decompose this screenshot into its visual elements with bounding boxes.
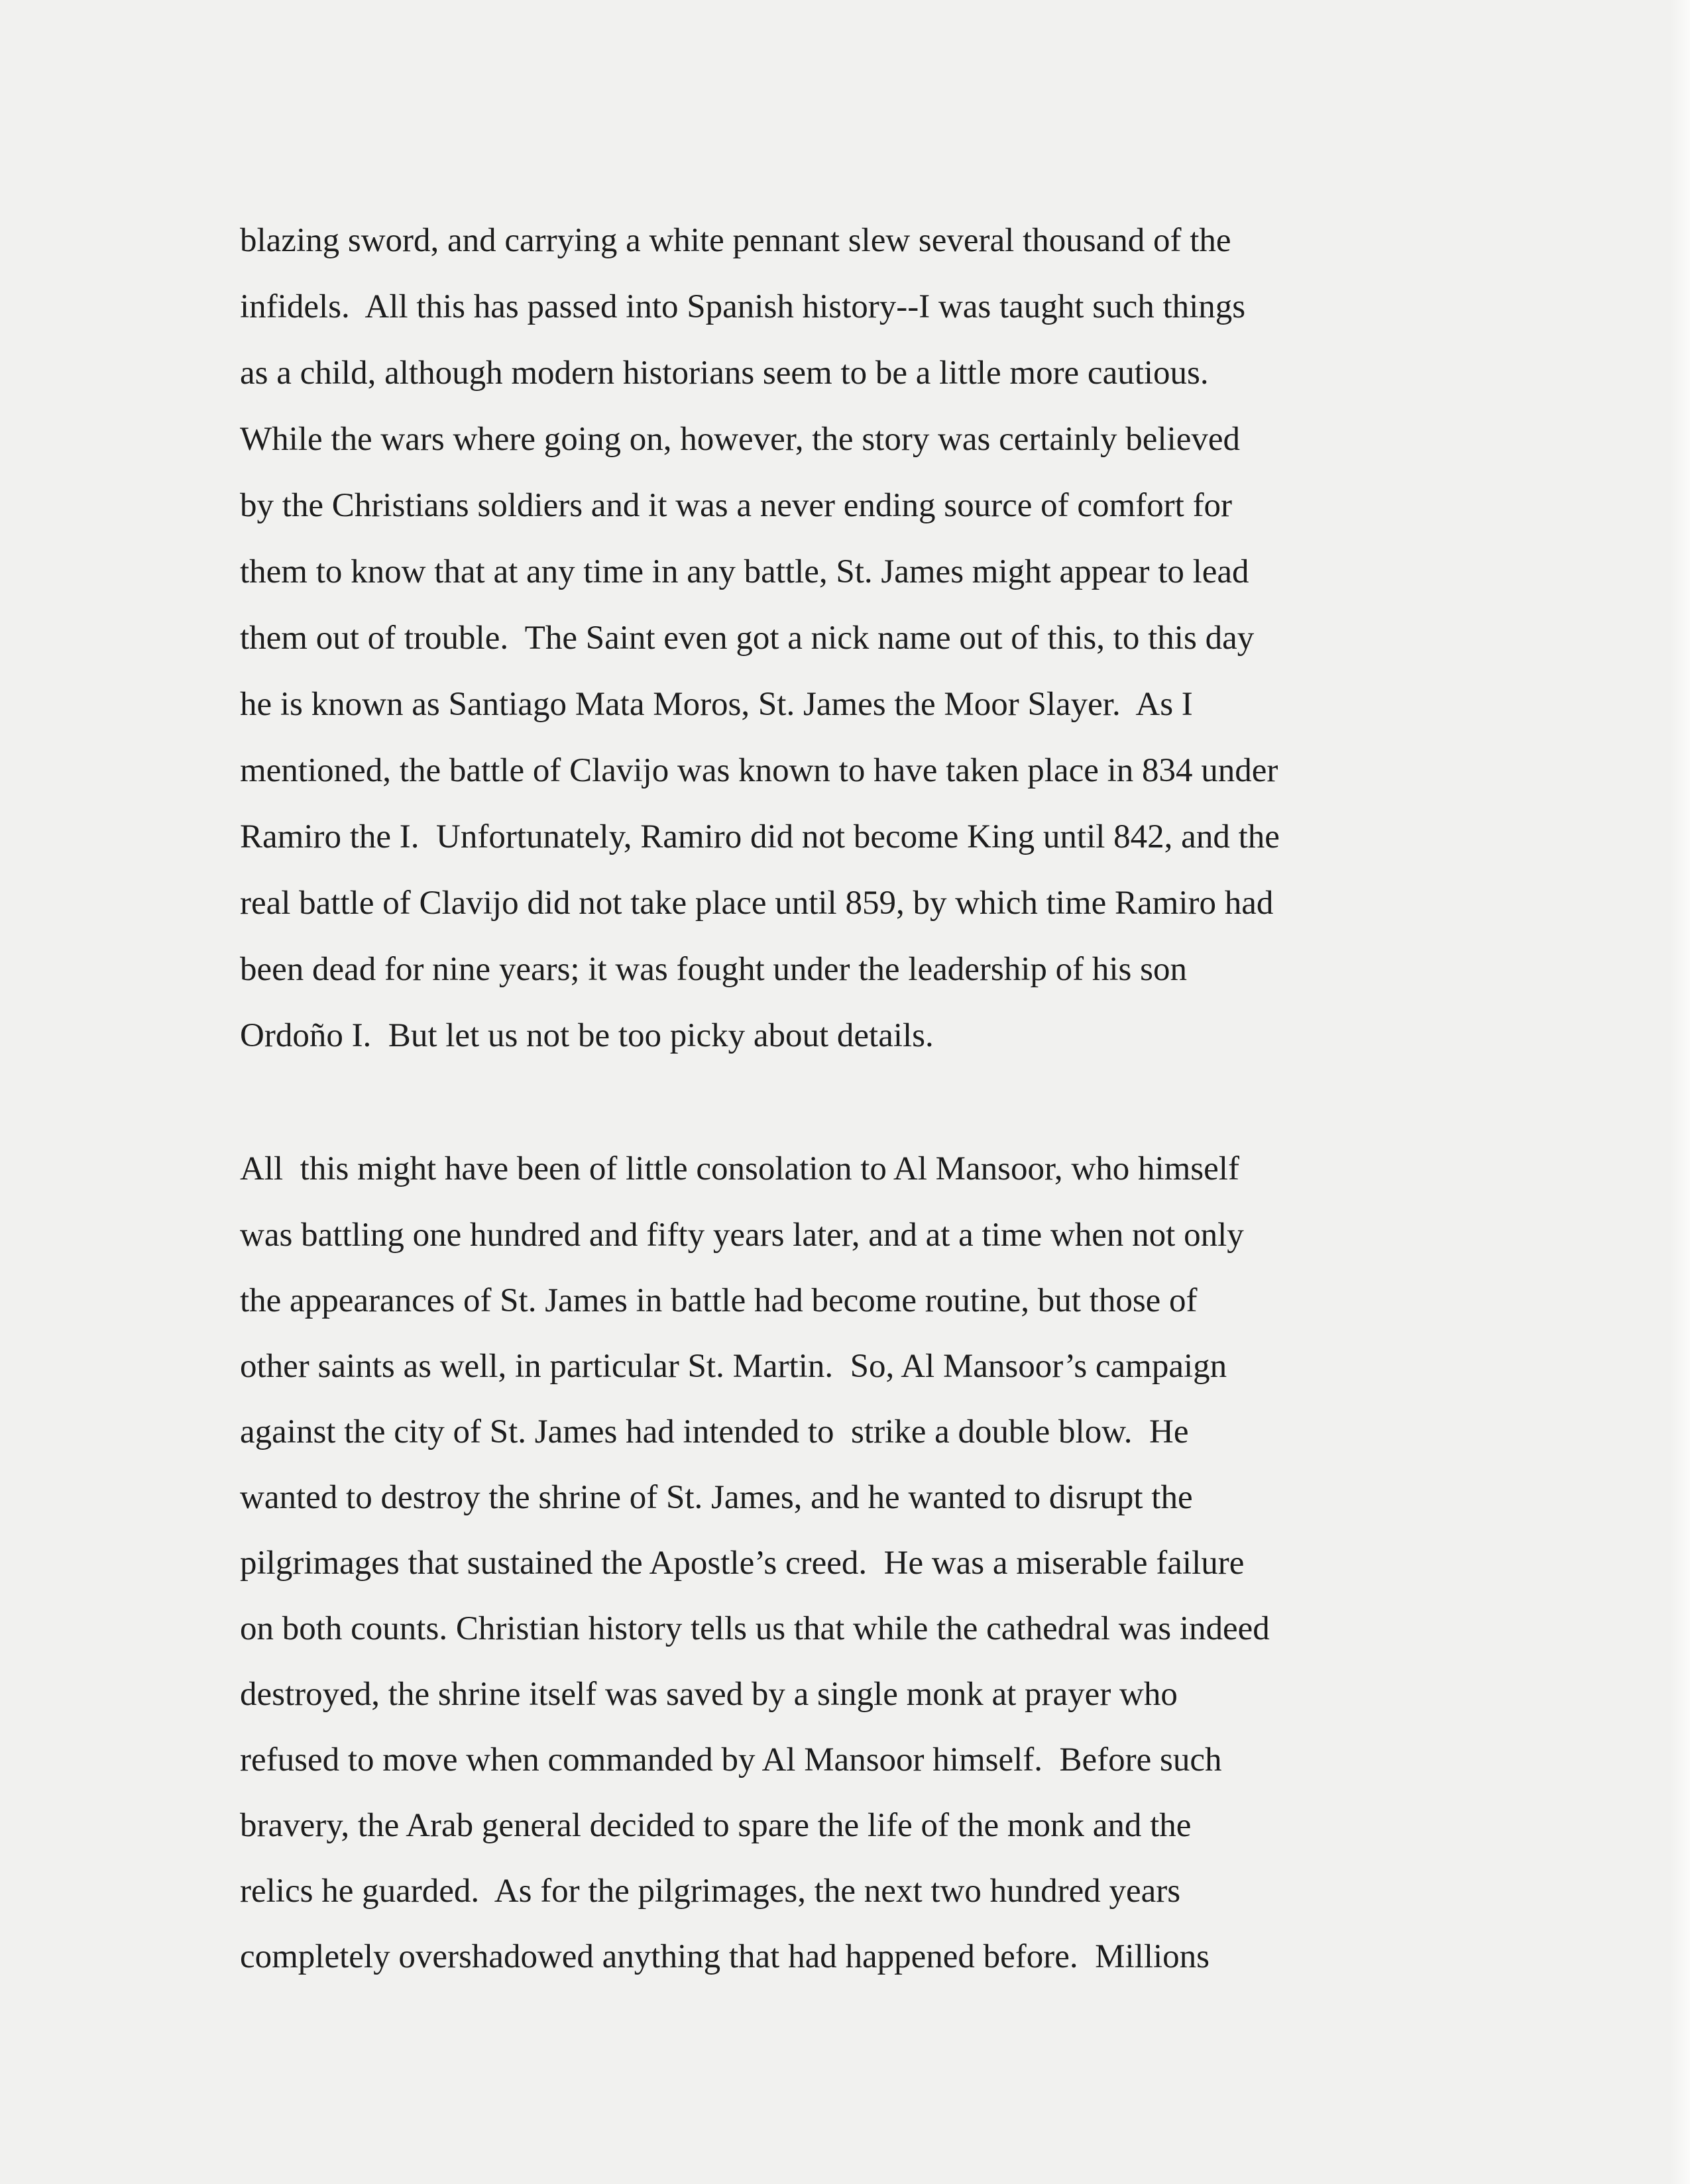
text-line: refused to move when commanded by Al Mansoor himself. Before such	[240, 1741, 1222, 1778]
text-line: on both counts. Christian history tells us that while the cathedral was indeed	[240, 1610, 1270, 1647]
text-line: pilgrimages that sustained the Apostle’s creed. He was a miserable failure	[240, 1545, 1245, 1582]
text-line: Ramiro the I. Unfortunately, Ramiro did not become King until 842, and the	[240, 818, 1280, 855]
text-line: All this might have been of little consolation to Al Mansoor, who himself	[240, 1150, 1239, 1187]
text-line: he is known as Santiago Mata Moros, St. James the Moor Slayer. As I	[240, 686, 1193, 723]
text-line: mentioned, the battle of Clavijo was known to have taken place in 834 under	[240, 752, 1278, 789]
page-edge	[1670, 0, 1690, 2184]
text-line: them to know that at any time in any battle, St. James might appear to lead	[240, 553, 1249, 590]
text-line: them out of trouble. The Saint even got a nick name out of this, to this day	[240, 620, 1255, 657]
text-line: been dead for nine years; it was fought under the leadership of his son	[240, 951, 1187, 988]
text-line: destroyed, the shrine itself was saved by a single monk at prayer who	[240, 1676, 1178, 1713]
text-line: wanted to destroy the shrine of St. James, and he wanted to disrupt the	[240, 1479, 1193, 1516]
text-line: against the city of St. James had intended to strike a double blow. He	[240, 1413, 1189, 1450]
text-line: While the wars where going on, however, the story was certainly believed	[240, 421, 1241, 458]
text-line: other saints as well, in particular St. Martin. So, Al Mansoor’s campaign	[240, 1348, 1227, 1385]
text-line: the appearances of St. James in battle had become routine, but those of	[240, 1282, 1198, 1319]
text-line: completely overshadowed anything that had happened before. Millions	[240, 1938, 1210, 1975]
text-line: by the Christians soldiers and it was a never ending source of comfort for	[240, 487, 1233, 524]
text-line: as a child, although modern historians seem to be a little more cautious.	[240, 355, 1209, 392]
text-line: real battle of Clavijo did not take place until 859, by which time Ramiro had	[240, 885, 1274, 922]
text-line: was battling one hundred and fifty years later, and at a time when not only	[240, 1217, 1244, 1254]
text-line: Ordoño I. But let us not be too picky about details.	[240, 1017, 934, 1054]
text-line: infidels. All this has passed into Spanish history--I was taught such things	[240, 288, 1246, 325]
text-line: relics he guarded. As for the pilgrimages, the next two hundred years	[240, 1873, 1181, 1910]
text-line: bravery, the Arab general decided to spare the life of the monk and the	[240, 1807, 1192, 1844]
text-line: blazing sword, and carrying a white pennant slew several thousand of the	[240, 222, 1231, 259]
